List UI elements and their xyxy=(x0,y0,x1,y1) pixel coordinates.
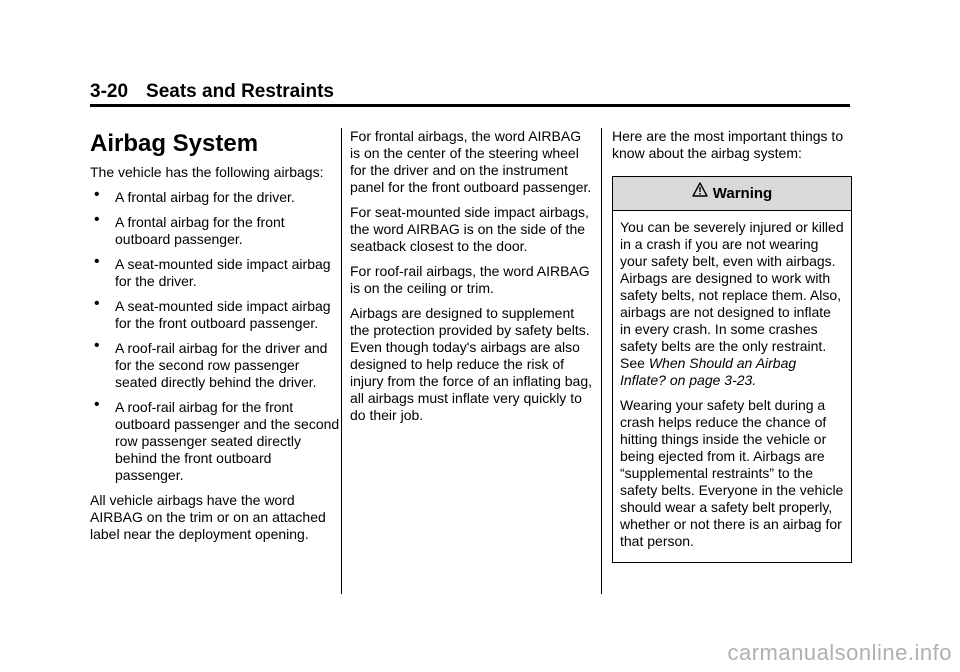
section-title: Airbag System xyxy=(90,130,259,157)
bullet-icon: • xyxy=(94,337,100,354)
intro-text: The vehicle has the following airbags: xyxy=(90,164,324,180)
column-2 xyxy=(350,128,595,432)
supplement-text: Airbags are designed to supplement the protection provided by safety belts. Even though today's airbags are also designed to help reduce the risk of injury from the force of an inflating bag, all airbags must inflate very quickly to do their job. xyxy=(350,305,593,423)
column-3 xyxy=(612,128,852,563)
warning-body xyxy=(613,211,851,562)
column-1 xyxy=(90,128,340,551)
bullet-icon: • xyxy=(94,186,100,203)
page-reference: When Should an Airbag Inflate? on page 3-23. xyxy=(620,355,797,388)
page-header xyxy=(90,80,334,104)
bullet-icon: • xyxy=(94,396,100,413)
warning-title: Warning xyxy=(712,185,773,202)
list-item: • A frontal airbag for the front outboard passenger. xyxy=(94,211,285,247)
frontal-airbag-text: For frontal airbags, the word AIRBAG is on the center of the steering wheel for the driver and on the instrument panel for the front outboard passenger. xyxy=(350,128,592,195)
column-divider-1 xyxy=(341,128,342,594)
warning-paragraph-1: You can be severely injured or killed in a crash if you are not wearing your safety belt, even with airbags. Airbags are designed to work with safety belts, not replace them. Also, airbags are not designed to inflate in every crash. In some crashes safety belts are the only restraint. See When Should an Airbag Inflate? on page 3-23. xyxy=(620,219,844,388)
important-intro: Here are the most important things to know about the airbag system: xyxy=(612,128,844,161)
list-item: • A roof-rail airbag for the front outboard passenger and the second row passenger seated directly behind the front outboard passenger. xyxy=(94,396,340,483)
header-rule xyxy=(90,104,850,107)
list-item: • A seat-mounted side impact airbag for the driver. xyxy=(94,253,331,289)
page-number: 3-20 xyxy=(90,81,129,102)
column-divider-2 xyxy=(601,128,602,594)
warning-triangle-icon xyxy=(692,176,708,209)
warning-header xyxy=(613,177,851,211)
airbag-list xyxy=(90,186,340,484)
list-item: • A roof-rail airbag for the driver and for the second row passenger seated directly behind the driver. xyxy=(94,337,328,390)
warning-box xyxy=(612,176,852,563)
bullet-icon: • xyxy=(94,295,100,312)
section-name: Seats and Restraints xyxy=(146,81,334,102)
warning-paragraph-2: Wearing your safety belt during a crash helps reduce the chance of hitting things inside the vehicle or being ejected from it. Airbags are “supplemental restraints” to the safety belts. Everyone in the vehicle should wear a safety belt properly, whether or not there is an airbag for that person. xyxy=(620,397,844,549)
bullet-icon: • xyxy=(94,211,100,228)
closing-text: All vehicle airbags have the word AIRBAG on the trim or on an attached label near the deployment opening. xyxy=(90,492,326,542)
list-item: • A frontal airbag for the driver. xyxy=(94,186,295,205)
watermark: carmanualsonline.info xyxy=(727,640,952,665)
list-item: • A seat-mounted side impact airbag for the front outboard passenger. xyxy=(94,295,331,331)
roof-rail-airbag-text: For roof-rail airbags, the word AIRBAG is on the ceiling or trim. xyxy=(350,263,590,296)
side-airbag-text: For seat-mounted side impact airbags, the word AIRBAG is on the side of the seatback closest to the door. xyxy=(350,204,589,254)
bullet-icon: • xyxy=(94,253,100,270)
